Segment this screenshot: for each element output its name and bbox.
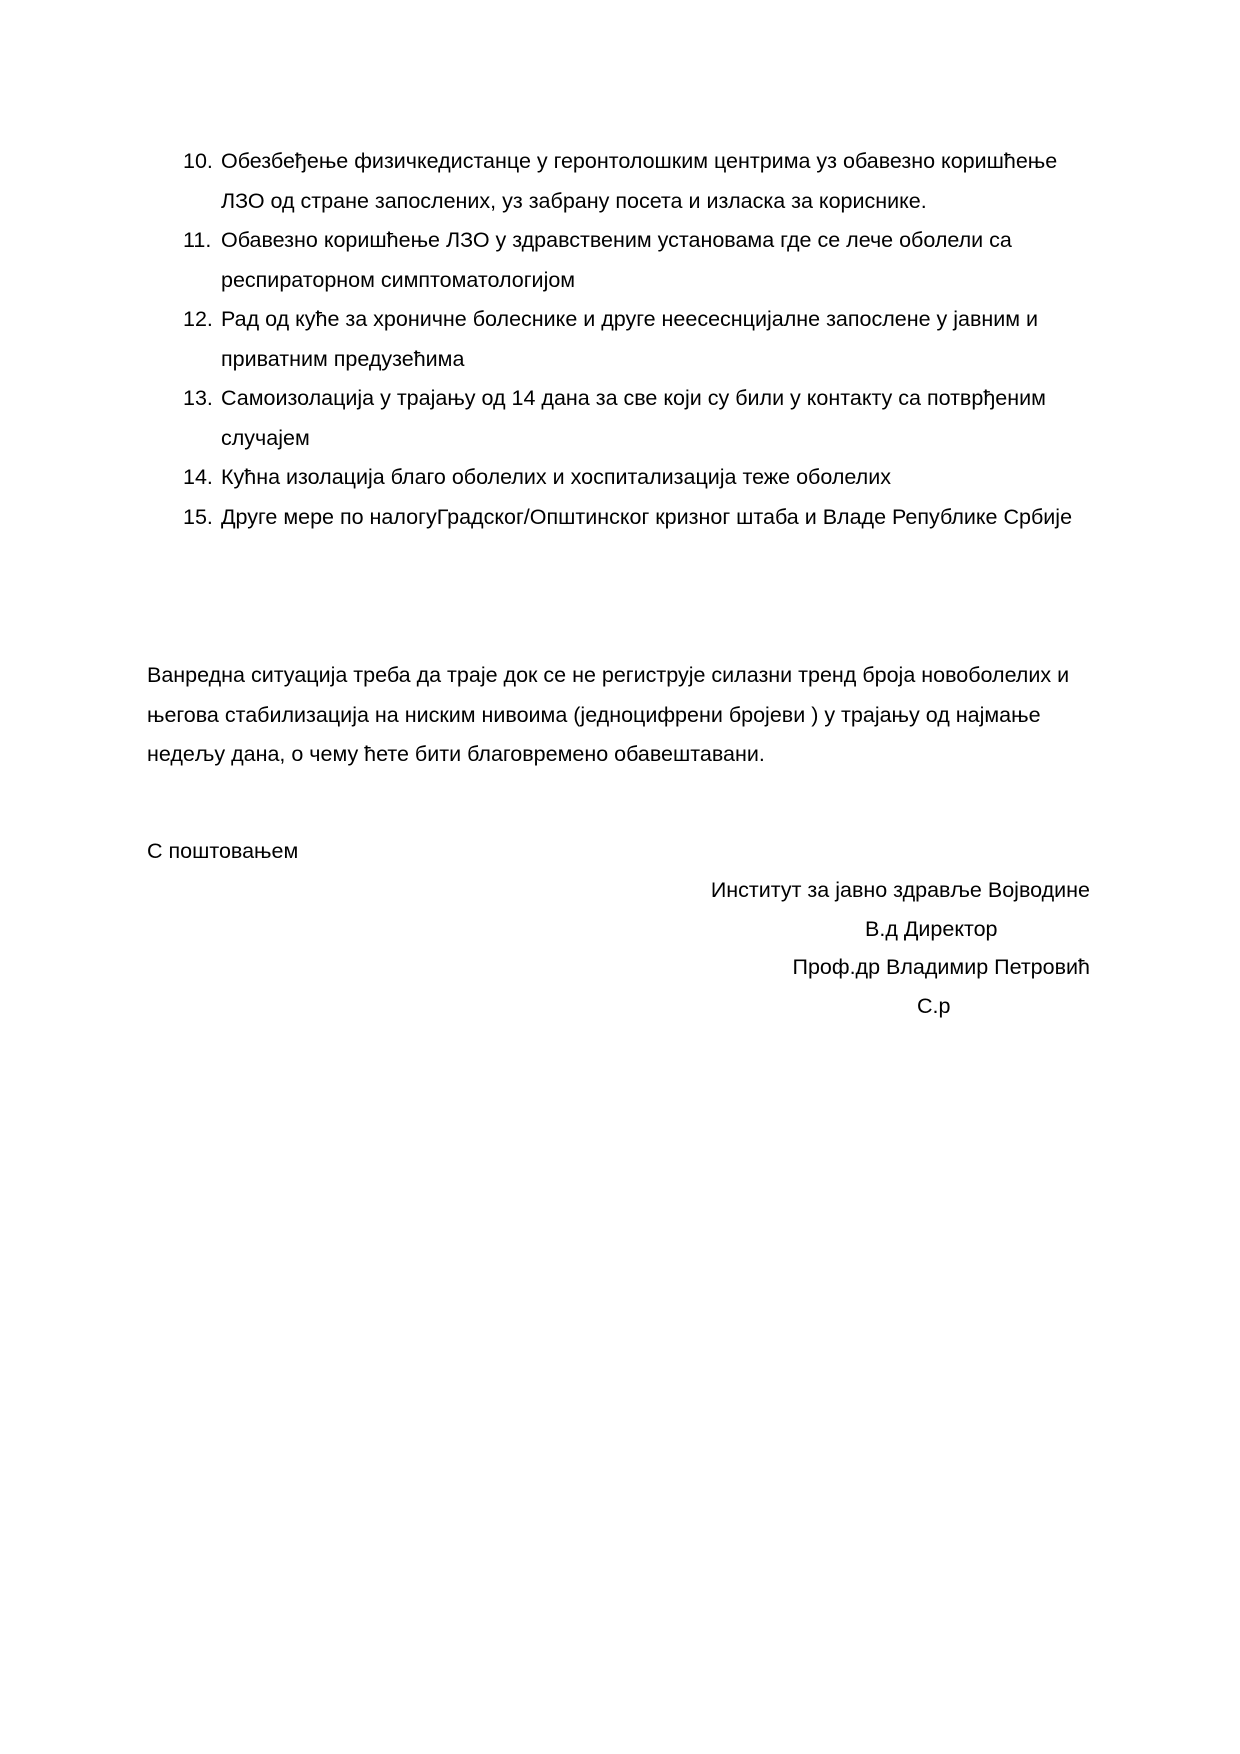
- salutation: С поштовањем: [147, 839, 299, 863]
- signature-signed-note: С.р: [917, 993, 951, 1018]
- signature-name: Проф.др Владимир Петровић: [792, 955, 1090, 979]
- measure-number: 15.: [183, 504, 213, 529]
- measure-number: 14.: [183, 465, 213, 489]
- measure-item: [183, 498, 1103, 538]
- measure-text: Обезбеђење физичкедистанце у геронтолошким центрима уз обавезно коришћење ЛЗО од стране запослених, уз забрану посета и изласка за кориснике.: [221, 149, 1058, 213]
- measure-number: 11.: [183, 228, 212, 252]
- measure-item: [183, 300, 1103, 379]
- measure-text: Друге мере по налогуГрадског/Општинског кризног штаба и Владе Републике Србије: [221, 504, 1073, 529]
- measure-item: [183, 221, 1103, 300]
- measure-item: [183, 379, 1103, 458]
- closing-paragraph: Ванредна ситуација треба да траје док се не региструје силазни тренд броја новоболелих и његова стабилизација на ниским нивоима (једноцифрени бројеви ) у трајању од најмање недељу дана, о чему ћете бити благовремено обавештавани.: [147, 663, 1070, 766]
- measure-text: Кућна изолација благо оболелих и хоспитализација теже оболелих: [221, 465, 891, 489]
- measure-number: 10.: [183, 149, 213, 173]
- measures-list: [183, 142, 1103, 537]
- measure-item: [183, 142, 1103, 221]
- measure-item: [183, 458, 1103, 498]
- measure-text: Обавезно коришћење ЛЗО у здравственим установама где се лече оболели са респираторном симптоматологијом: [221, 228, 1012, 292]
- signature-institution: Институт за јавно здравље Војводине: [710, 878, 1090, 902]
- measure-text: Рад од куће за хроничне болеснике и друге неесеснцијалне запослене у јавним и приватним предузећима: [221, 307, 1039, 371]
- measure-number: 13.: [183, 386, 213, 410]
- signature-role: В.д Директор: [865, 916, 998, 941]
- measure-number: 12.: [183, 307, 213, 331]
- signature-block: [660, 871, 1090, 1025]
- measure-text: Самоизолација у трајању од 14 дана за све који су били у контакту са потврђеним случајем: [221, 386, 1046, 450]
